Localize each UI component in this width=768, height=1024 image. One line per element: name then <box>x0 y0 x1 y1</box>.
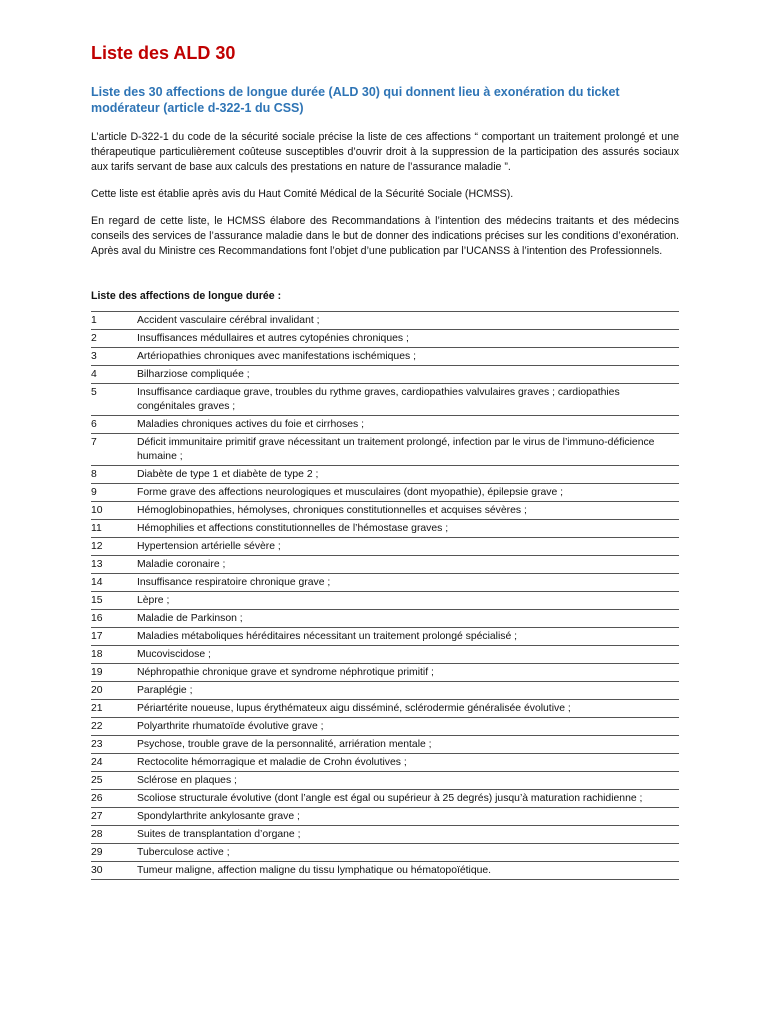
affections-table-body <box>91 312 679 880</box>
affection-number: 3 <box>91 348 137 366</box>
affection-number: 16 <box>91 610 137 628</box>
affection-label: Périartérite noueuse, lupus érythémateux aigu disséminé, sclérodermie généralisée évolutive ; <box>137 700 679 718</box>
table-row <box>91 664 679 682</box>
affection-label: Hypertension artérielle sévère ; <box>137 538 679 556</box>
table-row <box>91 682 679 700</box>
affection-number: 21 <box>91 700 137 718</box>
affection-number: 14 <box>91 574 137 592</box>
affection-number: 12 <box>91 538 137 556</box>
affection-number: 25 <box>91 772 137 790</box>
affection-label: Insuffisances médullaires et autres cytopénies chroniques ; <box>137 330 679 348</box>
affection-number: 8 <box>91 466 137 484</box>
affection-label: Bilharziose compliquée ; <box>137 366 679 384</box>
document-page <box>91 42 679 880</box>
table-row <box>91 574 679 592</box>
list-heading: Liste des affections de longue durée : <box>91 290 282 302</box>
affection-label: Forme grave des affections neurologiques et musculaires (dont myopathie), épilepsie grave ; <box>137 484 679 502</box>
table-row <box>91 312 679 330</box>
affection-label: Maladies métaboliques héréditaires nécessitant un traitement prolongé spécialisé ; <box>137 628 679 646</box>
table-row <box>91 366 679 384</box>
affection-label: Hémophilies et affections constitutionnelles de l’hémostase graves ; <box>137 520 679 538</box>
affection-label: Maladies chroniques actives du foie et cirrhoses ; <box>137 416 679 434</box>
affection-label: Déficit immunitaire primitif grave nécessitant un traitement prolongé, infection par le virus de l’immuno-déficience humaine ; <box>137 434 679 466</box>
table-row <box>91 538 679 556</box>
table-row <box>91 520 679 538</box>
table-row <box>91 646 679 664</box>
affection-number: 4 <box>91 366 137 384</box>
affection-number: 19 <box>91 664 137 682</box>
affection-number: 20 <box>91 682 137 700</box>
table-row <box>91 466 679 484</box>
affection-number: 17 <box>91 628 137 646</box>
affection-number: 2 <box>91 330 137 348</box>
table-row <box>91 826 679 844</box>
table-row <box>91 610 679 628</box>
affections-table <box>91 311 679 880</box>
affection-label: Maladie de Parkinson ; <box>137 610 679 628</box>
affection-label: Tumeur maligne, affection maligne du tissu lymphatique ou hématopoïétique. <box>137 862 679 880</box>
affection-number: 6 <box>91 416 137 434</box>
affection-label: Paraplégie ; <box>137 682 679 700</box>
table-row <box>91 718 679 736</box>
affection-label: Psychose, trouble grave de la personnalité, arriération mentale ; <box>137 736 679 754</box>
hcmss-paragraph: Cette liste est établie après avis du Haut Comité Médical de la Sécurité Sociale (HCMSS). <box>91 188 514 200</box>
affection-number: 1 <box>91 312 137 330</box>
affection-label: Hémoglobinopathies, hémolyses, chroniques constitutionnelles et acquises sévères ; <box>137 502 679 520</box>
table-row <box>91 736 679 754</box>
table-row <box>91 502 679 520</box>
affection-label: Scoliose structurale évolutive (dont l’angle est égal ou supérieur à 25 degrés) jusqu’à maturation rachidienne ; <box>137 790 679 808</box>
table-row <box>91 434 679 466</box>
table-row <box>91 592 679 610</box>
table-row <box>91 754 679 772</box>
table-row <box>91 862 679 880</box>
affection-label: Rectocolite hémorragique et maladie de Crohn évolutives ; <box>137 754 679 772</box>
table-row <box>91 628 679 646</box>
affection-number: 13 <box>91 556 137 574</box>
affection-label: Tuberculose active ; <box>137 844 679 862</box>
affection-label: Insuffisance cardiaque grave, troubles du rythme graves, cardiopathies valvulaires graves ; cardiopathies congénitales graves ; <box>137 384 679 416</box>
affection-number: 5 <box>91 384 137 416</box>
affection-number: 29 <box>91 844 137 862</box>
affection-label: Insuffisance respiratoire chronique grave ; <box>137 574 679 592</box>
affection-label: Néphropathie chronique grave et syndrome néphrotique primitif ; <box>137 664 679 682</box>
affection-number: 18 <box>91 646 137 664</box>
table-row <box>91 484 679 502</box>
intro-paragraph: L’article D-322-1 du code de la sécurité sociale précise la liste de ces affections “ comportant un traitement prolongé et une thérapeutique particulièrement coûteuse susceptibles d’ouvrir droit à la suppression de la participation des assurés sociaux aux tarifs servant de base aux calculs des prestations en nature de l’assurance maladie ”. <box>91 131 679 173</box>
affection-label: Polyarthrite rhumatoïde évolutive grave ; <box>137 718 679 736</box>
affection-label: Diabète de type 1 et diabète de type 2 ; <box>137 466 679 484</box>
table-row <box>91 556 679 574</box>
affection-number: 23 <box>91 736 137 754</box>
table-row <box>91 790 679 808</box>
table-row <box>91 844 679 862</box>
affection-label: Artériopathies chroniques avec manifestations ischémiques ; <box>137 348 679 366</box>
affection-number: 10 <box>91 502 137 520</box>
table-row <box>91 700 679 718</box>
affection-label: Mucoviscidose ; <box>137 646 679 664</box>
document-subtitle: Liste des 30 affections de longue durée (ALD 30) qui donnent lieu à exonération du ticket modérateur (article d-322-1 du CSS) <box>91 85 620 115</box>
affection-number: 22 <box>91 718 137 736</box>
affection-number: 30 <box>91 862 137 880</box>
affection-number: 15 <box>91 592 137 610</box>
table-row <box>91 330 679 348</box>
document-title: Liste des ALD 30 <box>91 43 236 63</box>
affection-number: 24 <box>91 754 137 772</box>
affection-number: 27 <box>91 808 137 826</box>
affection-label: Sclérose en plaques ; <box>137 772 679 790</box>
affection-label: Lèpre ; <box>137 592 679 610</box>
table-row <box>91 772 679 790</box>
table-row <box>91 348 679 366</box>
table-row <box>91 416 679 434</box>
affection-number: 26 <box>91 790 137 808</box>
recommendations-paragraph: En regard de cette liste, le HCMSS élabore des Recommandations à l’intention des médecins traitants et des médecins conseils des services de l’assurance maladie dans le but de donner des indications précises sur les conditions d’exonération. Après aval du Ministre ces Recommandations font l’objet d’une publication par l’UCANSS à l’intention des Professionnels. <box>91 215 679 257</box>
table-row <box>91 384 679 416</box>
affection-number: 9 <box>91 484 137 502</box>
affection-number: 7 <box>91 434 137 466</box>
table-row <box>91 808 679 826</box>
affection-number: 11 <box>91 520 137 538</box>
affection-label: Accident vasculaire cérébral invalidant ; <box>137 312 679 330</box>
affection-label: Suites de transplantation d’organe ; <box>137 826 679 844</box>
affection-label: Maladie coronaire ; <box>137 556 679 574</box>
affection-number: 28 <box>91 826 137 844</box>
affection-label: Spondylarthrite ankylosante grave ; <box>137 808 679 826</box>
